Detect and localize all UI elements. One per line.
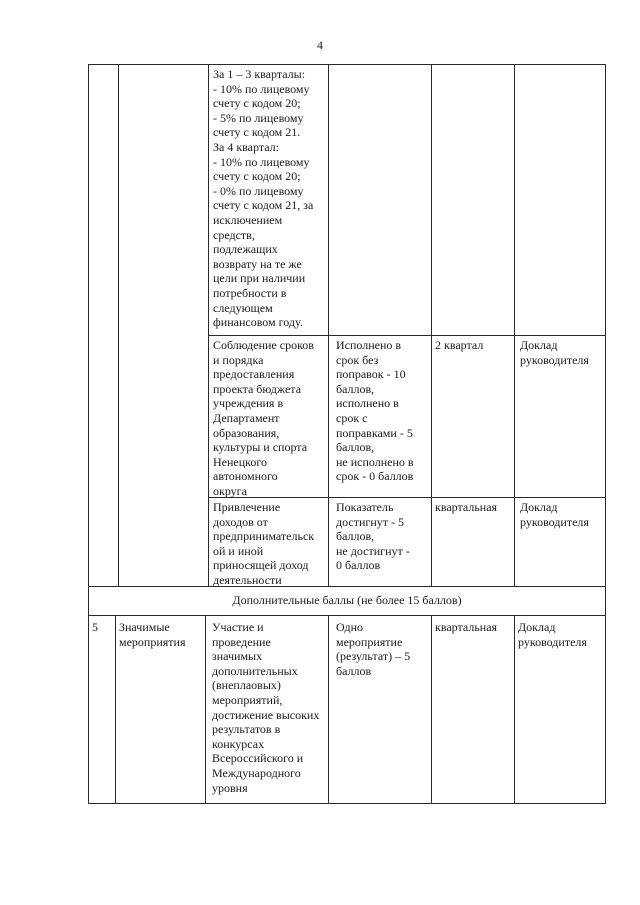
income-criterion-cell: Привлечение доходов от предпринимательск ой и иной приносящей доход деятельности	[213, 500, 315, 587]
column-divider-scoring	[431, 64, 432, 587]
table-border-left	[88, 64, 89, 804]
events-number-cell: 5	[92, 620, 98, 634]
column-divider-period	[514, 64, 515, 587]
column-divider-scoring-lower	[431, 615, 432, 804]
income-report-cell: Доклад руководителя	[520, 500, 589, 529]
table-border-right	[605, 64, 606, 804]
row-separator-income	[88, 586, 606, 587]
column-divider-criterion	[328, 64, 329, 587]
column-divider-name-lower	[205, 615, 206, 804]
events-name-cell: Значимые мероприятия	[119, 620, 186, 649]
income-period-cell: квартальная	[435, 500, 498, 514]
column-divider-period-lower	[514, 615, 515, 804]
budget-report-cell: Доклад руководителя	[520, 338, 589, 367]
column-divider-number-lower	[115, 615, 116, 804]
criteria-table	[88, 64, 606, 804]
events-criterion-cell: Участие и проведение значимых дополнительных (внеплаовых) мероприятий, достижение высоких результатов в конкурсах Всероссийского и Международного уровня	[212, 620, 320, 795]
row-separator-continuation	[208, 335, 606, 336]
column-divider-number	[118, 64, 119, 587]
table-border-top	[88, 64, 606, 65]
events-period-cell: квартальная	[435, 620, 498, 634]
income-scoring-cell: Показатель достигнут - 5 баллов, не достигнут - 0 баллов	[336, 500, 410, 573]
budget-criterion-cell: Соблюдение сроков и порядка предоставления проекта бюджета учреждения в Департамент образования, культуры и спорта Ненецкого автономного округа	[213, 338, 314, 498]
budget-scoring-cell: Исполнено в срок без поправок - 10 баллов, исполнено в срок с поправками - 5 баллов, не исполнено в срок - 0 баллов	[336, 338, 414, 484]
events-scoring-cell: Одно мероприятие (результат) – 5 баллов	[336, 620, 411, 678]
continuation-criterion-text: За 1 – 3 кварталы: - 10% по лицевому счету с кодом 20; - 5% по лицевому счету с кодом 21. За 4 квартал: - 10% по лицевому счету с кодом 20; - 0% по лицевому счету с кодом 21, за исключением средств, подлежащих возврату на те же цели при наличии потребности в следующем финансовом году.	[213, 67, 314, 330]
additional-points-header: Дополнительные баллы (не более 15 баллов)	[232, 593, 462, 607]
row-separator-section	[88, 615, 606, 616]
budget-period-cell: 2 квартал	[435, 338, 484, 352]
column-divider-name	[208, 64, 209, 587]
column-divider-criterion-lower	[328, 615, 329, 804]
table-border-bottom	[88, 803, 606, 804]
page-number: 4	[317, 38, 323, 52]
events-report-cell: Доклад руководителя	[518, 620, 587, 649]
